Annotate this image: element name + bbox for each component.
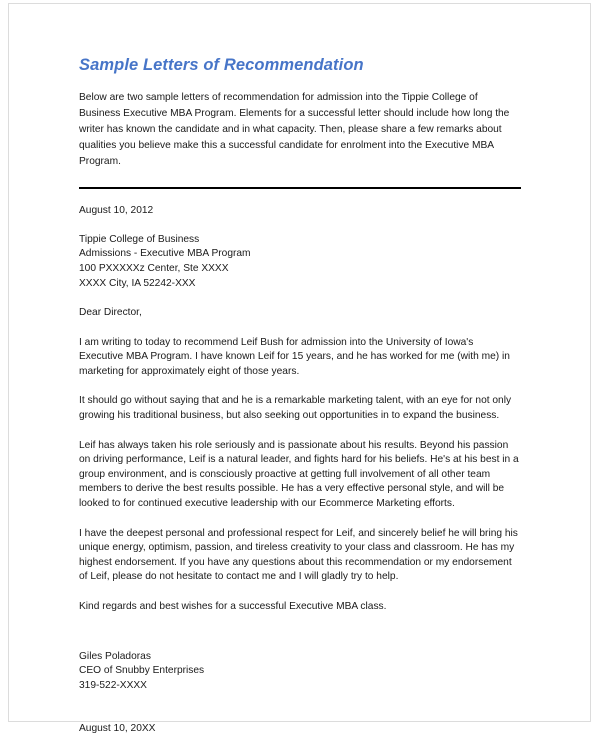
signature-name: Giles Poladoras [79,650,151,662]
intro-paragraph: Below are two sample letters of recommendation for admission into the Tippie College of Business Executive MBA Program. Elements for a successful letter should include how long the writer has known the candidate and in what capacity. Then, please share a few remarks about qualities you believe make this a successful candidate for enrolment into the Executive MBA Program. [79,92,510,168]
letter-body [79,204,521,737]
signature-block [79,650,521,694]
closing-date: August 10, 20XX [79,723,156,735]
salutation: Dear Director, [79,307,142,319]
letter-paragraph-3: Leif has always taken his role seriously and is passionate about his results. Beyond his passion on driving performance, Leif is a natural leader, and fights hard for his beliefs. He's at his best in a group environment, and is consciously proactive at getting full involvement of all other team members to derive the best results possible. He has a very effective personal style, and will be looked to for continued executive leadership with our Ecommerce Marketing efforts. [79,439,519,510]
letter-closing-line: Kind regards and best wishes for a successful Executive MBA class. [79,601,387,613]
letter-paragraph-1: I am writing to today to recommend Leif Bush for admission into the University of Iowa's Executive MBA Program. I have known Leif for 15 years, and he has worked for me (with me) in marketing for approximately eight of those years. [79,336,510,377]
document-content [79,56,521,737]
address-line-3: 100 PXXXXXz Center, Ste XXXX [79,262,229,274]
letter-paragraph-4: I have the deepest personal and professional respect for Leif, and sincerely belief he will bring his unique energy, optimism, passion, and tireless creativity to your class and classroom. He has my highest endorsement. If you have any questions about this recommendation or my endorsement of Leif, please do not hesitate to contact me and I will gladly try to help. [79,527,518,583]
signature-title: CEO of Snubby Enterprises [79,665,205,677]
recipient-address [79,233,521,291]
letter-paragraph-2: It should go without saying that and he is a remarkable marketing talent, with an eye for not only growing his traditional business, but also seeking out opportunities in to expand the business. [79,395,512,422]
signature-spacer [79,630,521,650]
signature-phone: 319-522-XXXX [79,679,147,691]
document-page [8,3,591,735]
page-title: Sample Letters of Recommendation [79,56,364,74]
section-divider [79,187,521,189]
address-line-1: Tippie College of Business [79,233,200,245]
letter-date: August 10, 2012 [79,205,154,217]
address-line-2: Admissions - Executive MBA Program [79,248,251,260]
address-line-4: XXXX City, IA 52242-XXX [79,277,196,289]
